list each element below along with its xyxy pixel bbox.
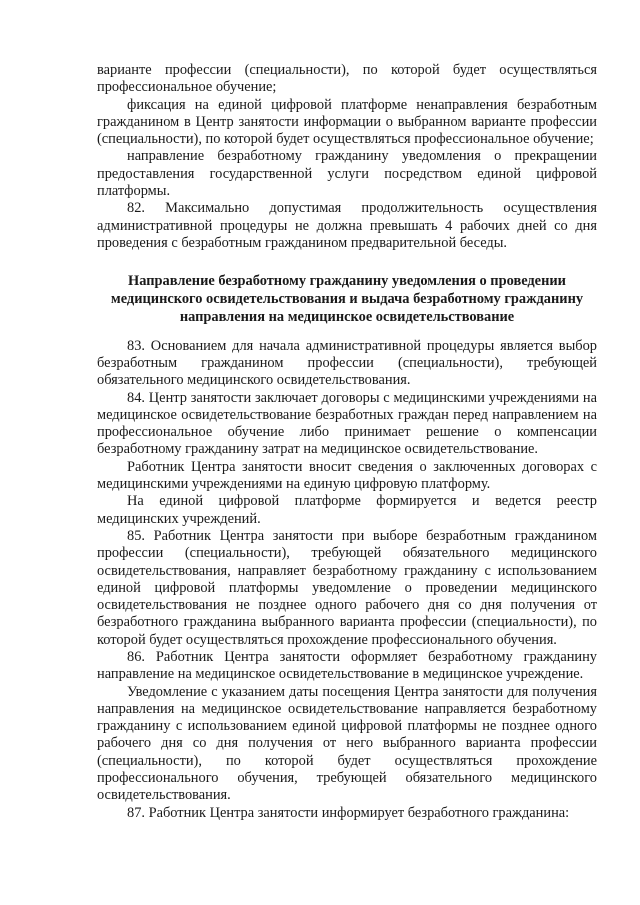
paragraph-87: 87. Работник Центра занятости информирует безработного гражданина: [127,804,570,821]
paragraph-86: 86. Работник Центра занятости оформляет безработному гражданину направление на медицинское освидетельствование в медицинское учреждение. [97,649,597,683]
paragraph-continuation: варианте профессии (специальности), по которой будет осуществляться профессиональное обучение; [97,62,597,96]
paragraph-fixation-item: фиксация на единой цифровой платформе ненаправления безработным гражданином в Центр занятости информации о выбранном варианте профессии (специальности), по которой будет осуществляться профессиональное обучение; [97,96,597,148]
paragraph-contracts-info: Работник Центра занятости вносит сведения о заключенных договорах с медицинскими учреждениями на единую цифровую платформу. [97,458,597,493]
paragraph-85: 85. Работник Центра занятости при выборе безработным гражданином профессии (специальности), требующей обязательного медицинского освидетельствования, направляет безработному гражданину с использованием единой цифровой платформы уведомление о проведении медицинского освидетельствования не позднее одного рабочего дня со дня получения от безработного гражданина выбранного варианта профессии (специальности), по которой будет осуществляться прохождение профессионального обучения. [97,527,597,648]
paragraph-83: 83. Основанием для начала административной процедуры является выбор безработным гражданином профессии (специальности), требующей обязательного медицинского освидетельствования. [97,337,597,389]
paragraph-82: 82. Максимально допустимая продолжительность осуществления административной процедуры не должна превышать 4 рабочих дней со дня проведения с безработным гражданином предварительной беседы. [97,200,597,251]
paragraph-84: 84. Центр занятости заключает договоры с медицинскими учреждениями на медицинское освидетельствование безработных граждан перед направлением на профессиональное обучение либо принимает решение о компенсации безработному гражданину затрат на медицинское освидетельствование. [97,389,597,458]
document-body [97,62,597,822]
paragraph-registry: На единой цифровой платформе формируется и ведется реестр медицинских учреждений. [97,493,597,527]
paragraph-notification-date: Уведомление с указанием даты посещения Центра занятости для получения направления на медицинское освидетельствование направляется безработному гражданину с использованием единой цифровой платформы не позднее одного рабочего дня со дня получения от него выбранного варианта профессии (специальности), по которой будет осуществляться прохождение профессионального обучения, требующей обязательного медицинского освидетельствования. [97,683,597,804]
paragraph-notification-item: направление безработному гражданину уведомления о прекращении предоставления государственной услуги посредством единой цифровой платформы. [97,148,597,200]
section-heading: Направление безработному гражданину уведомления о проведении медицинского освидетельствования и выдача безработному гражданину направления на медицинское освидетельствование [110,273,584,325]
